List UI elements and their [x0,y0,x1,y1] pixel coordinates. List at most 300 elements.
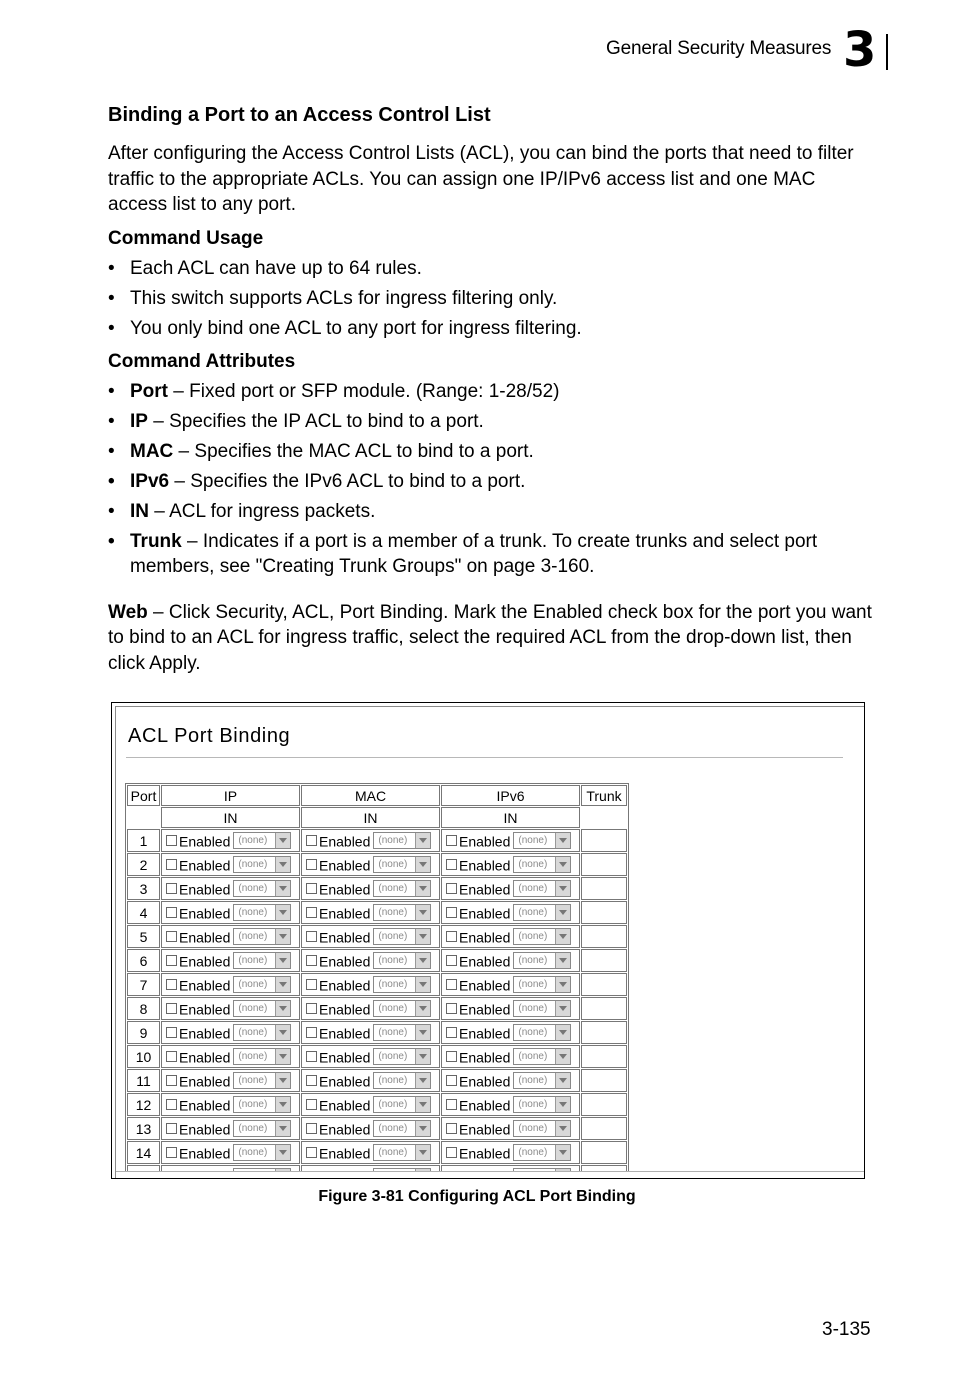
ipv6-acl-cell [441,1045,580,1068]
chevron-down-icon[interactable] [275,1073,290,1088]
chevron-down-icon[interactable] [415,881,430,896]
ipv6-acl-cell [441,853,580,876]
attribute-term: IPv6 [130,470,170,492]
chevron-down-icon[interactable] [555,1049,570,1064]
checkbox-label: Enabled [319,904,371,921]
chevron-down-icon[interactable] [275,833,290,848]
ipv6-acl-cell [441,877,580,900]
checkbox-label: Enabled [179,928,231,945]
web-paragraph [108,600,878,677]
chevron-down-icon[interactable] [555,1025,570,1040]
chevron-down-icon[interactable] [415,1025,430,1040]
trunk-cell [581,973,627,996]
mac-acl-cell [301,853,440,876]
trunk-cell [581,1021,627,1044]
ipv6-acl-select[interactable] [513,1096,571,1113]
ip-acl-cell [161,925,300,948]
mac-direction-label: IN [301,807,440,828]
mac-acl-cell [301,997,440,1020]
checkbox-label: Enabled [459,1120,511,1137]
select-value: (none) [518,1123,548,1135]
panel-title: ACL Port Binding [128,725,291,747]
checkbox-label: Enabled [179,832,231,849]
list-item: • This switch supports ACLs for ingress filtering only. [108,287,558,309]
mac-acl-select[interactable] [373,1024,431,1041]
ip-acl-select[interactable] [233,1048,291,1065]
checkbox-label: Enabled [319,1144,371,1161]
ip-acl-cell [161,1045,300,1068]
checkbox-label: Enabled [319,880,371,897]
ipv6-acl-cell [441,901,580,924]
select-value: (none) [378,1051,408,1063]
port-number: 3 [127,877,160,900]
select-value: (none) [518,1051,548,1063]
checkbox-label: Enabled [319,952,371,969]
checkbox-label: Enabled [179,880,231,897]
mac-acl-cell [301,1045,440,1068]
mac-enabled-checkbox[interactable] [306,1075,317,1086]
select-value: (none) [378,931,408,943]
checkbox-label: Enabled [319,856,371,873]
ip-acl-cell [161,1117,300,1140]
checkbox-label: Enabled [179,1000,231,1017]
chapter-tab-bar [886,34,888,70]
ip-acl-cell [161,1093,300,1116]
select-value: (none) [378,1075,408,1087]
chevron-down-icon[interactable] [415,833,430,848]
mac-acl-cell [301,949,440,972]
list-item: • IN – ACL for ingress packets. [108,500,376,522]
list-item: • Trunk – Indicates if a port is a member of a trunk. To create trunks and select port members, see "Creating Trunk Groups" on page 3-160. [108,530,818,577]
ipv6-acl-select[interactable] [513,1144,571,1161]
attribute-desc: – Indicates if a port is a member of a trunk. To create trunks and select port members, see "Creating Trunk Groups" on page 3-160. [130,530,818,577]
checkbox-label: Enabled [459,880,511,897]
port-number: 14 [127,1141,160,1164]
select-value: (none) [518,931,548,943]
select-value: (none) [238,979,268,991]
checkbox-label: Enabled [459,1072,511,1089]
command-attributes-heading: Command Attributes [108,350,296,372]
mac-acl-select[interactable] [373,1096,431,1113]
ipv6-acl-cell [441,1093,580,1116]
ipv6-acl-cell [441,973,580,996]
mac-acl-cell [301,973,440,996]
port-number: 2 [127,853,160,876]
ipv6-enabled-checkbox[interactable] [446,859,457,870]
select-value: (none) [518,1003,548,1015]
checkbox-label: Enabled [459,856,511,873]
ipv6-enabled-checkbox[interactable] [446,1123,457,1134]
mac-acl-cell [301,829,440,852]
attribute-desc: – Specifies the IP ACL to bind to a port. [147,410,484,432]
select-value: (none) [518,859,548,871]
web-text: – Click Security, ACL, Port Binding. Mark the Enabled check box for the port you want to bind to an ACL for ingress traffic, select the required ACL from the drop-down list, then click Apply. [108,601,872,674]
ip-enabled-checkbox[interactable] [166,907,177,918]
ip-acl-select[interactable] [233,1120,291,1137]
mac-acl-select[interactable] [373,904,431,921]
port-number: 8 [127,997,160,1020]
mac-acl-select[interactable] [373,832,431,849]
ipv6-acl-select[interactable] [513,1024,571,1041]
checkbox-label: Enabled [179,952,231,969]
ipv6-enabled-checkbox[interactable] [446,883,457,894]
mac-acl-select[interactable] [373,1144,431,1161]
attribute-term: IN [130,500,149,522]
checkbox-label: Enabled [319,832,371,849]
mac-enabled-checkbox[interactable] [306,1123,317,1134]
chevron-down-icon[interactable] [415,905,430,920]
ip-acl-select[interactable] [233,904,291,921]
trunk-cell [581,829,627,852]
ip-acl-cell [161,1021,300,1044]
table-row [127,1093,627,1116]
trunk-cell [581,925,627,948]
ip-enabled-checkbox[interactable] [166,1123,177,1134]
chevron-down-icon[interactable] [415,1049,430,1064]
ip-acl-cell [161,901,300,924]
screenshot-frame [115,706,864,1178]
ip-enabled-checkbox[interactable] [166,955,177,966]
chevron-down-icon[interactable] [415,929,430,944]
chevron-down-icon[interactable] [415,857,430,872]
ip-enabled-checkbox[interactable] [166,1075,177,1086]
ipv6-enabled-checkbox[interactable] [446,931,457,942]
chevron-down-icon[interactable] [415,1073,430,1088]
col-header-port: Port [127,785,160,806]
chevron-down-icon[interactable] [555,1121,570,1136]
chevron-down-icon[interactable] [275,905,290,920]
select-value: (none) [238,1075,268,1087]
ip-acl-cell [161,877,300,900]
mac-acl-select[interactable] [373,880,431,897]
mac-acl-select[interactable] [373,1072,431,1089]
mac-enabled-checkbox[interactable] [306,1147,317,1158]
chevron-down-icon[interactable] [275,977,290,992]
ip-acl-select[interactable] [233,832,291,849]
ipv6-acl-select[interactable] [513,856,571,873]
checkbox-label: Enabled [319,1000,371,1017]
ip-acl-select[interactable] [233,952,291,969]
table-row [127,1141,627,1164]
select-value: (none) [378,1123,408,1135]
checkbox-label: Enabled [319,1024,371,1041]
table-header-row [127,785,627,806]
mac-enabled-checkbox[interactable] [306,907,317,918]
checkbox-label: Enabled [179,976,231,993]
mac-enabled-checkbox[interactable] [306,883,317,894]
select-value: (none) [378,1147,408,1159]
acl-binding-table [125,783,629,1179]
attribute-desc: – Fixed port or SFP module. (Range: 1-28/52) [168,380,560,402]
chevron-down-icon[interactable] [415,1145,430,1160]
checkbox-label: Enabled [459,1096,511,1113]
mac-acl-select[interactable] [373,976,431,993]
list-item: • Each ACL can have up to 64 rules. [108,257,422,279]
ipv6-acl-cell [441,925,580,948]
chevron-down-icon[interactable] [275,857,290,872]
select-value: (none) [238,1003,268,1015]
ip-acl-select[interactable] [233,856,291,873]
chevron-down-icon[interactable] [275,881,290,896]
ip-acl-select[interactable] [233,928,291,945]
port-number: 11 [127,1069,160,1092]
checkbox-label: Enabled [459,1144,511,1161]
ipv6-acl-cell [441,949,580,972]
ipv6-enabled-checkbox[interactable] [446,1003,457,1014]
select-value: (none) [238,1027,268,1039]
ip-enabled-checkbox[interactable] [166,1099,177,1110]
mac-enabled-checkbox[interactable] [306,1003,317,1014]
mac-acl-cell [301,1069,440,1092]
checkbox-label: Enabled [459,1000,511,1017]
table-row [127,949,627,972]
ipv6-acl-select[interactable] [513,1000,571,1017]
ip-acl-cell [161,973,300,996]
select-value: (none) [378,1003,408,1015]
mac-enabled-checkbox[interactable] [306,1027,317,1038]
select-value: (none) [238,955,268,967]
mac-enabled-checkbox[interactable] [306,955,317,966]
intro-paragraph: After configuring the Access Control Lists (ACL), you can bind the ports that need to filter traffic to the appropriate ACLs. You can assign one IP/IPv6 access list and one MAC access list to any port. [108,143,854,215]
select-value: (none) [378,907,408,919]
attribute-term: Port [130,380,168,402]
table-row [127,1021,627,1044]
chevron-down-icon[interactable] [555,833,570,848]
select-value: (none) [518,955,548,967]
ip-enabled-checkbox[interactable] [166,1147,177,1158]
chevron-down-icon[interactable] [555,977,570,992]
mac-acl-select[interactable] [373,1120,431,1137]
ipv6-enabled-checkbox[interactable] [446,1075,457,1086]
chevron-down-icon[interactable] [415,977,430,992]
ip-acl-cell [161,829,300,852]
select-value: (none) [378,955,408,967]
trunk-cell [581,901,627,924]
usage-text: You only bind one ACL to any port for ingress filtering. [130,317,582,339]
select-value: (none) [378,1099,408,1111]
checkbox-label: Enabled [319,928,371,945]
select-value: (none) [238,931,268,943]
checkbox-label: Enabled [319,976,371,993]
chapter-number: 3 [843,22,876,78]
chevron-down-icon[interactable] [275,1025,290,1040]
ipv6-enabled-checkbox[interactable] [446,955,457,966]
mac-enabled-checkbox[interactable] [306,979,317,990]
ip-acl-select[interactable] [233,1144,291,1161]
trunk-cell [581,1117,627,1140]
ip-acl-select[interactable] [233,1096,291,1113]
mac-acl-select[interactable] [373,928,431,945]
select-value: (none) [518,979,548,991]
chevron-down-icon[interactable] [555,1001,570,1016]
checkbox-label: Enabled [319,1120,371,1137]
ipv6-enabled-checkbox[interactable] [446,1051,457,1062]
mac-enabled-checkbox[interactable] [306,931,317,942]
title-divider [126,757,843,758]
checkbox-label: Enabled [459,904,511,921]
ip-enabled-checkbox[interactable] [166,1051,177,1062]
chevron-down-icon[interactable] [275,1097,290,1112]
table-row [127,853,627,876]
attribute-desc: – Specifies the IPv6 ACL to bind to a port. [169,470,526,492]
page-number: 3-135 [822,1319,871,1340]
port-number: 7 [127,973,160,996]
ip-acl-select[interactable] [233,1000,291,1017]
chevron-down-icon[interactable] [555,1097,570,1112]
chevron-down-icon[interactable] [555,929,570,944]
attribute-term: Trunk [130,530,182,552]
attribute-term: MAC [130,440,174,462]
ipv6-acl-cell [441,997,580,1020]
chevron-down-icon[interactable] [415,953,430,968]
mac-enabled-checkbox[interactable] [306,1051,317,1062]
main-content [108,100,878,676]
ipv6-acl-select[interactable] [513,952,571,969]
chevron-down-icon[interactable] [275,1001,290,1016]
ipv6-acl-select[interactable] [513,1120,571,1137]
chevron-down-icon[interactable] [415,1001,430,1016]
mac-acl-select[interactable] [373,856,431,873]
col-header-trunk: Trunk [581,785,627,806]
mac-acl-cell [301,1021,440,1044]
ip-enabled-checkbox[interactable] [166,1027,177,1038]
mac-enabled-checkbox[interactable] [306,859,317,870]
col-header-ip: IP [161,785,300,806]
ipv6-enabled-checkbox[interactable] [446,1147,457,1158]
mac-acl-cell [301,877,440,900]
ipv6-enabled-checkbox[interactable] [446,835,457,846]
ipv6-acl-select[interactable] [513,1072,571,1089]
port-number: 10 [127,1045,160,1068]
chevron-down-icon[interactable] [275,1121,290,1136]
ipv6-acl-cell [441,829,580,852]
select-value: (none) [378,835,408,847]
ip-enabled-checkbox[interactable] [166,883,177,894]
command-usage-heading: Command Usage [108,227,264,249]
mac-acl-select[interactable] [373,952,431,969]
trunk-cell [581,949,627,972]
mac-enabled-checkbox[interactable] [306,1099,317,1110]
ipv6-enabled-checkbox[interactable] [446,1027,457,1038]
chevron-down-icon[interactable] [415,1121,430,1136]
empty-cell [581,807,627,828]
trunk-cell [581,853,627,876]
ip-enabled-checkbox[interactable] [166,979,177,990]
checkbox-label: Enabled [459,952,511,969]
mac-acl-cell [301,1093,440,1116]
ipv6-acl-cell [441,1141,580,1164]
ip-direction-label: IN [161,807,300,828]
ipv6-acl-select[interactable] [513,1048,571,1065]
checkbox-label: Enabled [179,1048,231,1065]
select-value: (none) [238,1123,268,1135]
ip-acl-select[interactable] [233,976,291,993]
table-row [127,829,627,852]
port-number: 9 [127,1021,160,1044]
ipv6-acl-select[interactable] [513,928,571,945]
select-value: (none) [238,883,268,895]
attribute-desc: – Specifies the MAC ACL to bind to a port. [173,440,534,462]
mac-acl-select[interactable] [373,1000,431,1017]
select-value: (none) [378,883,408,895]
chevron-down-icon[interactable] [555,953,570,968]
chevron-down-icon[interactable] [555,1145,570,1160]
mac-acl-select[interactable] [373,1048,431,1065]
chevron-down-icon[interactable] [555,857,570,872]
chevron-down-icon[interactable] [555,1073,570,1088]
ip-enabled-checkbox[interactable] [166,1003,177,1014]
chevron-down-icon[interactable] [275,929,290,944]
checkbox-label: Enabled [459,928,511,945]
ip-enabled-checkbox[interactable] [166,835,177,846]
select-value: (none) [378,979,408,991]
chevron-down-icon[interactable] [275,1049,290,1064]
ipv6-direction-label: IN [441,807,580,828]
checkbox-label: Enabled [179,1144,231,1161]
port-number: 1 [127,829,160,852]
chevron-down-icon[interactable] [415,1097,430,1112]
empty-cell [127,807,160,828]
ip-acl-select[interactable] [233,1072,291,1089]
ip-acl-cell [161,949,300,972]
attribute-desc: – ACL for ingress packets. [149,500,376,522]
mac-acl-cell [301,1141,440,1164]
select-value: (none) [238,1099,268,1111]
mac-acl-cell [301,925,440,948]
ip-enabled-checkbox[interactable] [166,859,177,870]
table-row [127,901,627,924]
mac-acl-cell [301,1117,440,1140]
mac-enabled-checkbox[interactable] [306,835,317,846]
checkbox-label: Enabled [459,976,511,993]
list-item: • MAC – Specifies the MAC ACL to bind to a port. [108,440,534,462]
checkbox-label: Enabled [179,904,231,921]
figure-caption: Figure 3-81 Configuring ACL Port Binding [318,1188,636,1205]
ipv6-acl-select[interactable] [513,904,571,921]
ip-acl-select[interactable] [233,880,291,897]
table-row [127,877,627,900]
list-item: • IPv6 – Specifies the IPv6 ACL to bind to a port. [108,470,526,492]
ipv6-acl-cell [441,1117,580,1140]
chevron-down-icon[interactable] [555,905,570,920]
chevron-down-icon[interactable] [275,1145,290,1160]
list-item: • Port – Fixed port or SFP module. (Range: 1-28/52) [108,380,560,402]
usage-text: Each ACL can have up to 64 rules. [130,257,422,279]
checkbox-label: Enabled [179,1120,231,1137]
checkbox-label: Enabled [459,1024,511,1041]
select-value: (none) [238,1051,268,1063]
checkbox-label: Enabled [459,1048,511,1065]
ip-enabled-checkbox[interactable] [166,931,177,942]
table-row [127,1045,627,1068]
ip-acl-select[interactable] [233,1024,291,1041]
trunk-cell [581,1141,627,1164]
command-usage-list [108,256,878,341]
select-value: (none) [238,835,268,847]
ipv6-acl-cell [441,1021,580,1044]
ipv6-enabled-checkbox[interactable] [446,1099,457,1110]
ipv6-enabled-checkbox[interactable] [446,907,457,918]
ipv6-acl-select[interactable] [513,976,571,993]
ipv6-enabled-checkbox[interactable] [446,979,457,990]
chevron-down-icon[interactable] [275,953,290,968]
trunk-cell [581,997,627,1020]
checkbox-label: Enabled [179,1096,231,1113]
ip-acl-cell [161,1141,300,1164]
ipv6-acl-select[interactable] [513,880,571,897]
ipv6-acl-select[interactable] [513,832,571,849]
chevron-down-icon[interactable] [555,881,570,896]
